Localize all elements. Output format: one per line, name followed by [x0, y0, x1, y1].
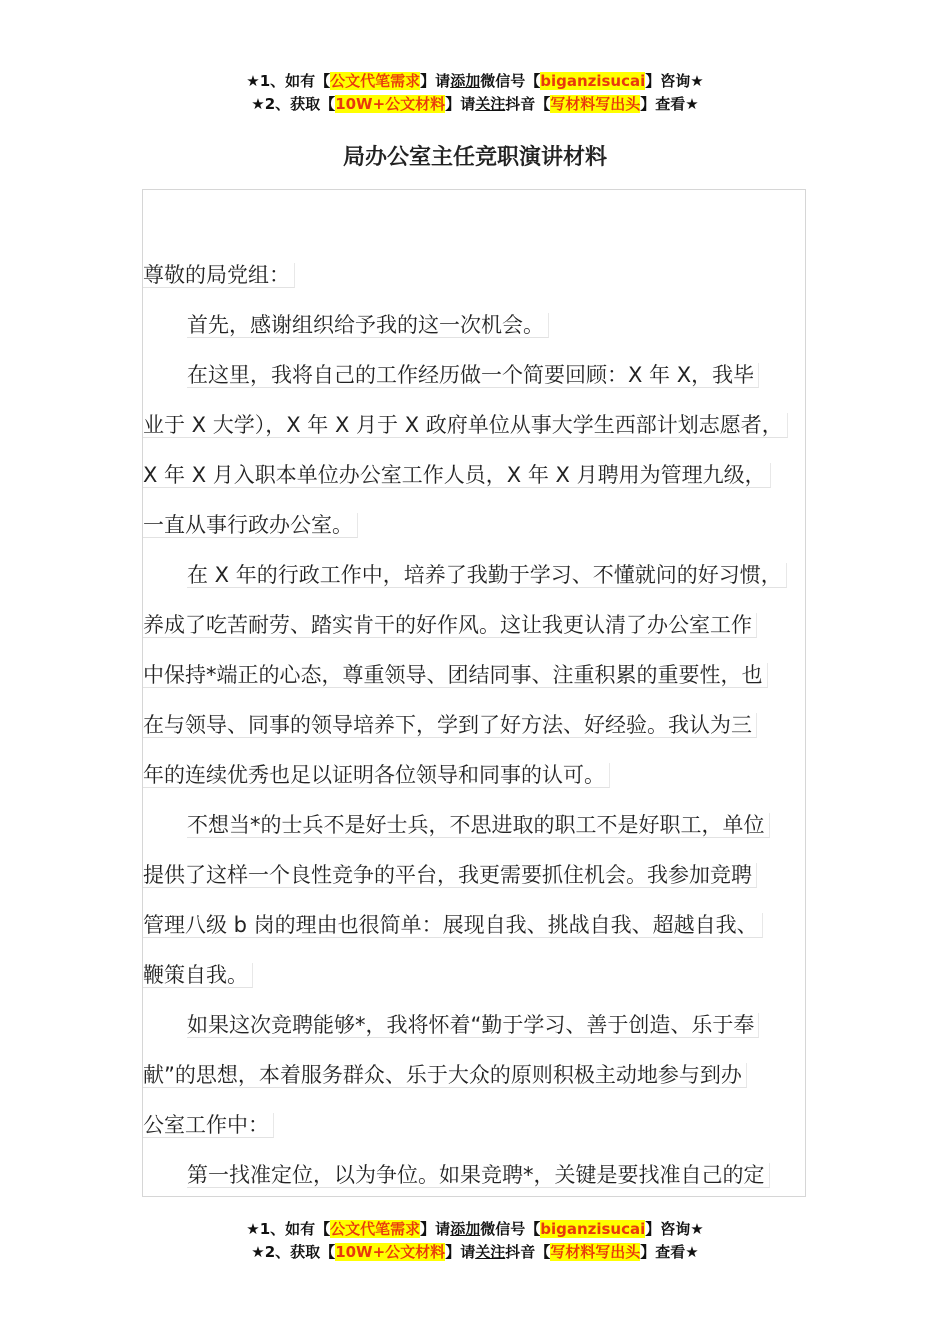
- salutation-line: 尊敬的局党组：: [143, 250, 805, 300]
- document-body: [143, 250, 805, 1197]
- document-title: 局办公室主任竞职演讲材料: [342, 145, 607, 170]
- paragraph-line: 业于 X 大学），X 年 X 月于 X 政府单位从事大学生西部计划志愿者，: [143, 400, 805, 450]
- ad-line2-highlight-douyin: 写材料写出头: [550, 95, 641, 113]
- ad-line2-pre: ★2、获取【: [251, 1243, 336, 1261]
- ad-line-1: [0, 1218, 950, 1241]
- ad-line1-mid2: 微信号【: [480, 1220, 541, 1238]
- ad-line2-underline: 关注: [475, 95, 506, 113]
- ad-line-1: [0, 70, 950, 93]
- paragraph-line: 第一找准定位，以为争位。如果竞聘*，关键是要找准自己的定: [143, 1150, 805, 1197]
- ad-line2-post: 】查看★: [640, 1243, 699, 1261]
- ad-line1-highlight-wechat: biganzisucai: [540, 72, 646, 90]
- paragraph-line: 鞭策自我。: [143, 950, 805, 1000]
- ad-line1-mid2: 微信号【: [480, 72, 541, 90]
- ad-line2-post: 】查看★: [640, 95, 699, 113]
- ad-line2-highlight-materials: 10W+公文材料: [335, 1243, 446, 1261]
- paragraph-line: 首先，感谢组织给予我的这一次机会。: [143, 300, 805, 350]
- paragraph-line: 在这里，我将自己的工作经历做一个简要回顾：X 年 X，我毕: [143, 350, 805, 400]
- document-content-frame: [142, 189, 806, 1197]
- ad-line2-highlight-douyin: 写材料写出头: [550, 1243, 641, 1261]
- ad-line1-post: 】咨询★: [645, 1220, 704, 1238]
- paragraph-line: 不想当*的士兵不是好士兵，不思进取的职工不是好职工，单位: [143, 800, 805, 850]
- ad-line1-mid1: 】请: [420, 1220, 451, 1238]
- paragraph-line: X 年 X 月入职本单位办公室工作人员，X 年 X 月聘用为管理九级，: [143, 450, 805, 500]
- ad-line2-mid1: 】请: [445, 1243, 476, 1261]
- ad-line1-highlight-service: 公文代笔需求: [330, 72, 421, 90]
- ad-line-2: [0, 1241, 950, 1264]
- paragraph-line: 如果这次竞聘能够*，我将怀着“勤于学习、善于创造、乐于奉: [143, 1000, 805, 1050]
- paragraph-line: 公室工作中：: [143, 1100, 805, 1150]
- ad-line1-highlight-wechat: biganzisucai: [540, 1220, 646, 1238]
- paragraph-line: 提供了这样一个良性竞争的平台，我更需要抓住机会。我参加竞聘: [143, 850, 805, 900]
- ad-line2-mid2: 抖音【: [505, 95, 551, 113]
- ad-line2-mid1: 】请: [445, 95, 476, 113]
- ad-line2-underline: 关注: [475, 1243, 506, 1261]
- paragraph-line: 中保持*端正的心态，尊重领导、团结同事、注重积累的重要性，也: [143, 650, 805, 700]
- ad-line2-pre: ★2、获取【: [251, 95, 336, 113]
- ad-line1-highlight-service: 公文代笔需求: [330, 1220, 421, 1238]
- paragraph-line: 年的连续优秀也足以证明各位领导和同事的认可。: [143, 750, 805, 800]
- ad-line2-highlight-materials: 10W+公文材料: [335, 95, 446, 113]
- ad-line2-mid2: 抖音【: [505, 1243, 551, 1261]
- ad-line1-underline: 添加: [450, 1220, 481, 1238]
- ad-line1-underline: 添加: [450, 72, 481, 90]
- paragraph-line: 在与领导、同事的领导培养下，学到了好方法、好经验。我认为三: [143, 700, 805, 750]
- paragraph-line: 管理八级 b 岗的理由也很简单：展现自我、挑战自我、超越自我、: [143, 900, 805, 950]
- paragraph-line: 献”的思想，本着服务群众、乐于大众的原则积极主动地参与到办: [143, 1050, 805, 1100]
- ad-line-2: [0, 93, 950, 116]
- paragraph-line: 养成了吃苦耐劳、踏实肯干的好作风。这让我更认清了办公室工作: [143, 600, 805, 650]
- paragraph-line: 在 X 年的行政工作中，培养了我勤于学习、不懂就问的好习惯，: [143, 550, 805, 600]
- ad-banner-bottom: [0, 1218, 950, 1264]
- paragraph-line: 一直从事行政办公室。: [143, 500, 805, 550]
- ad-line1-mid1: 】请: [420, 72, 451, 90]
- ad-banner-top: [0, 70, 950, 116]
- ad-line1-pre: ★1、如有【: [246, 1220, 331, 1238]
- ad-line1-post: 】咨询★: [645, 72, 704, 90]
- ad-line1-pre: ★1、如有【: [246, 72, 331, 90]
